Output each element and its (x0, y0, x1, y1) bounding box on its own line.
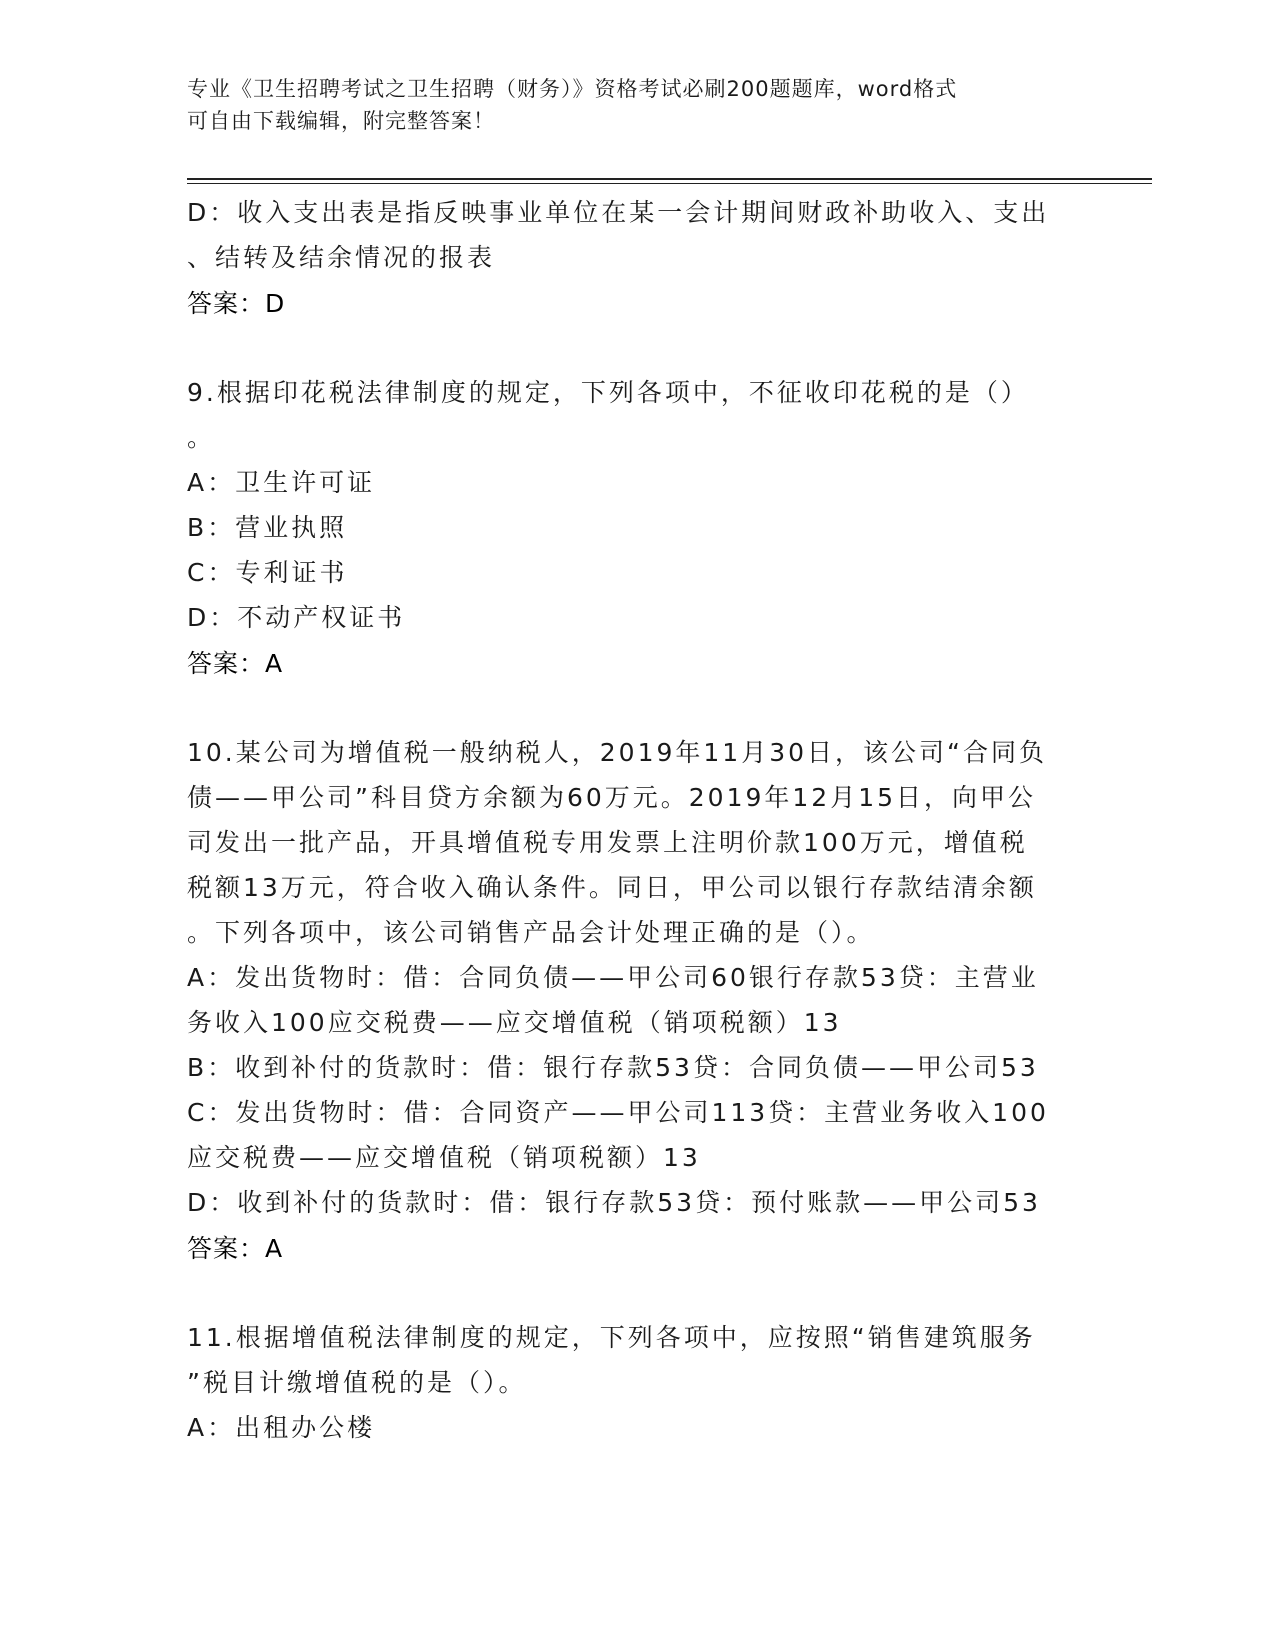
question-10-stem-line-4: 税额13万元，符合收入确认条件。同日，甲公司以银行存款结清余额 (187, 873, 1037, 902)
header-divider-thick (187, 178, 1152, 180)
question-10-answer: 答案：A (187, 1234, 284, 1263)
question-8-option-d-line-2: 、结转及结余情况的报表 (187, 243, 496, 272)
question-8-option-d-line-1: D：收入支出表是指反映事业单位在某一会计期间财政补助收入、支出 (187, 198, 1050, 227)
question-9-option-c: C：专利证书 (187, 558, 348, 587)
spacer (187, 1273, 1077, 1315)
header-divider-thin (187, 183, 1152, 184)
spacer (187, 328, 1077, 370)
question-10-stem-line-3: 司发出一批产品，开具增值税专用发票上注明价款100万元，增值税 (187, 828, 1028, 857)
question-10-stem-line-2: 债——甲公司”科目贷方余额为60万元。2019年12月15日，向甲公 (187, 783, 1037, 812)
question-10-option-d: D：收到补付的货款时：借：银行存款53贷：预付账款——甲公司53 (187, 1188, 1041, 1217)
question-9-option-b: B：营业执照 (187, 513, 348, 542)
question-11-stem-line-2: ”税目计缴增值税的是（）。 (187, 1368, 527, 1397)
question-10-option-c-line-1: C：发出货物时：借：合同资产——甲公司113贷：主营业务收入100 (187, 1098, 1049, 1127)
question-9 (187, 370, 1077, 688)
question-8-tail (187, 190, 1077, 328)
question-10-stem-line-5: 。下列各项中，该公司销售产品会计处理正确的是（）。 (187, 918, 875, 947)
question-10-option-c-line-2: 应交税费——应交增值税（销项税额）13 (187, 1143, 701, 1172)
header-title-line-1: 专业《卫生招聘考试之卫生招聘（财务）》资格考试必刷200题题库，word格式 (187, 77, 958, 101)
question-10-option-a-line-1: A：发出货物时：借：合同负债——甲公司60银行存款53贷：主营业 (187, 963, 1039, 992)
question-9-stem-line-2: 。 (187, 423, 216, 452)
question-10-option-a-line-2: 务收入100应交税费——应交增值税（销项税额）13 (187, 1008, 842, 1037)
question-11-stem-line-1: 11.根据增值税法律制度的规定，下列各项中，应按照“销售建筑服务 (187, 1323, 1036, 1352)
question-10-option-b: B：收到补付的货款时：借：银行存款53贷：合同负债——甲公司53 (187, 1053, 1039, 1082)
question-9-option-d: D：不动产权证书 (187, 603, 406, 632)
page-header (187, 73, 1067, 137)
question-9-answer: 答案：A (187, 649, 284, 678)
question-9-stem-line-1: 9.根据印花税法律制度的规定，下列各项中，不征收印花税的是（） (187, 378, 1029, 407)
spacer (187, 688, 1077, 730)
question-9-option-a: A：卫生许可证 (187, 468, 376, 497)
question-8-answer: 答案：D (187, 289, 286, 318)
header-title-line-2: 可自由下载编辑，附完整答案！ (187, 109, 495, 133)
question-11 (187, 1315, 1077, 1450)
question-10 (187, 730, 1077, 1273)
question-11-option-a: A：出租办公楼 (187, 1413, 376, 1442)
document-body (187, 190, 1077, 1450)
question-10-stem-line-1: 10.某公司为增值税一般纳税人，2019年11月30日，该公司“合同负 (187, 738, 1047, 767)
